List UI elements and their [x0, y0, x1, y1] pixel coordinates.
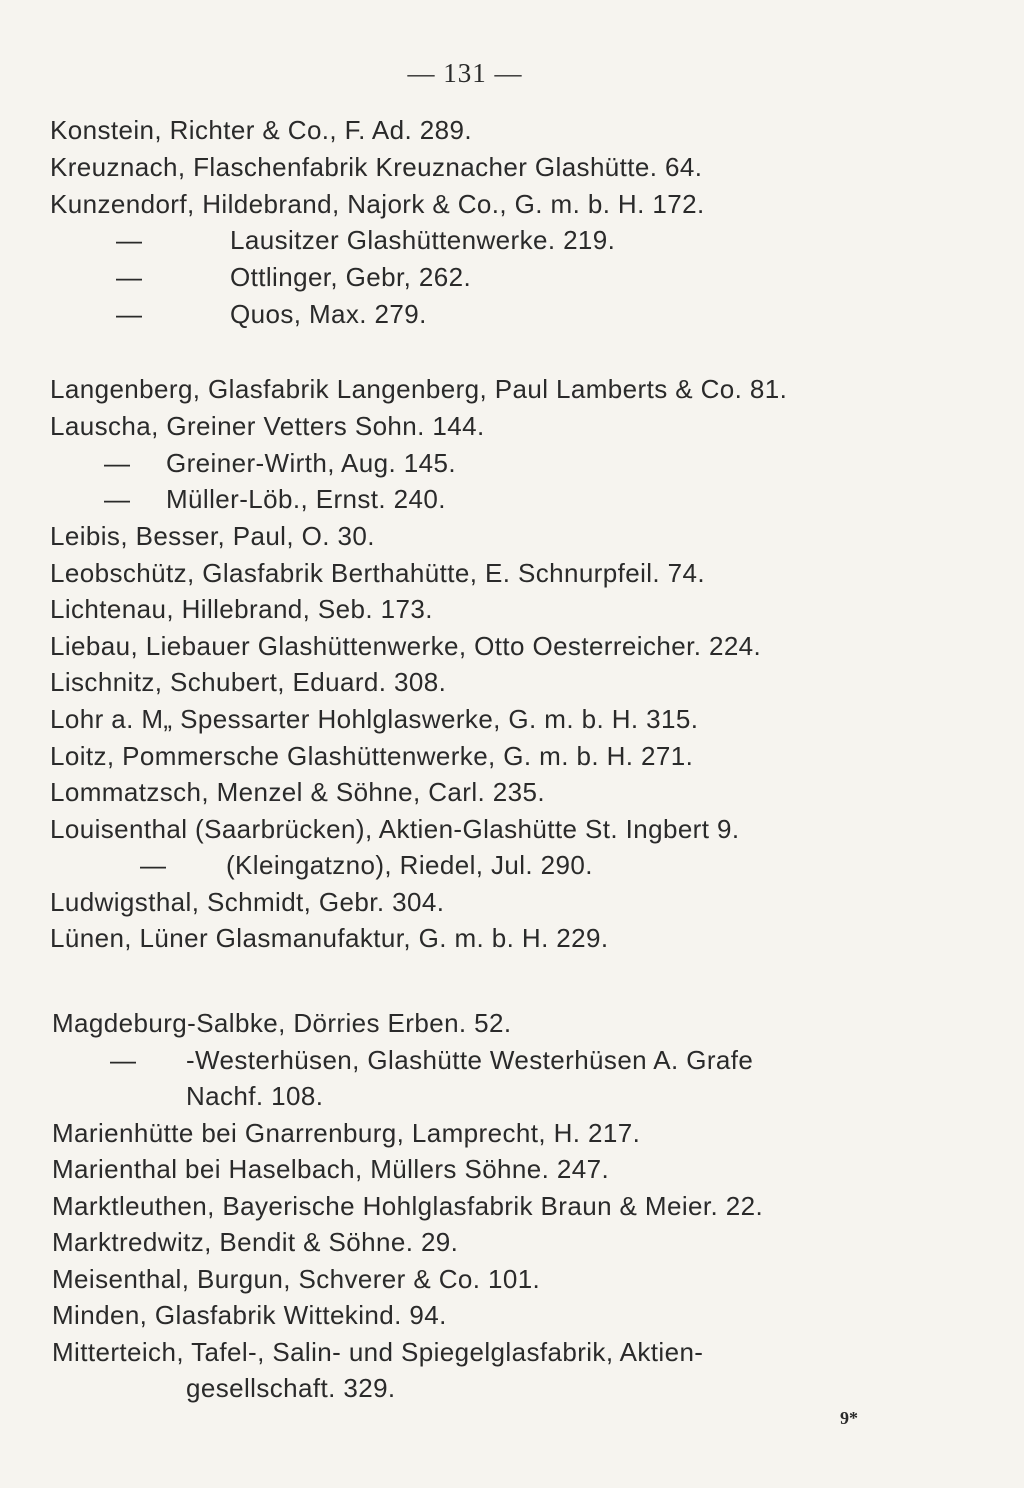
index-entry: Kreuznach, Flaschenfabrik Kreuznacher Glashütte. 64.: [50, 152, 703, 182]
ditto-dash: —: [110, 1045, 136, 1075]
index-entry: Lauscha, Greiner Vetters Sohn. 144.: [50, 411, 485, 441]
index-entry: Ludwigsthal, Schmidt, Gebr. 304.: [50, 887, 445, 917]
index-entry: Lischnitz, Schubert, Eduard. 308.: [50, 667, 447, 697]
ditto-dash: —: [116, 225, 142, 255]
ditto-dash: —: [140, 850, 166, 880]
index-entry: -Westerhüsen, Glashütte Westerhüsen A. Grafe: [186, 1045, 754, 1075]
index-entry-continuation: Nachf. 108.: [186, 1081, 324, 1111]
index-entry: Lommatzsch, Menzel & Söhne, Carl. 235.: [50, 777, 545, 807]
index-entry: Magdeburg-Salbke, Dörries Erben. 52.: [52, 1008, 512, 1038]
index-entry: Leibis, Besser, Paul, O. 30.: [50, 521, 375, 551]
page-number: — 131 —: [407, 58, 523, 88]
ditto-dash: —: [116, 299, 142, 329]
index-entry: Liebau, Liebauer Glashüttenwerke, Otto Oesterreicher. 224.: [50, 631, 762, 661]
index-entry: Leobschütz, Glasfabrik Berthahütte, E. Schnurpfeil. 74.: [50, 558, 706, 588]
index-entry: Langenberg, Glasfabrik Langenberg, Paul Lamberts & Co. 81.: [50, 374, 788, 404]
ditto-dash: —: [104, 448, 130, 478]
index-entry: Konstein, Richter & Co., F. Ad. 289.: [50, 115, 472, 145]
index-entry: Müller-Löb., Ernst. 240.: [166, 484, 446, 514]
index-entry-continuation: gesellschaft. 329.: [186, 1373, 396, 1403]
ditto-dash: —: [116, 262, 142, 292]
index-entry: Minden, Glasfabrik Wittekind. 94.: [52, 1300, 447, 1330]
index-entry: Loitz, Pommersche Glashüttenwerke, G. m. b. H. 271.: [50, 741, 694, 771]
index-entry: Louisenthal (Saarbrücken), Aktien-Glashütte St. Ingbert 9.: [50, 814, 740, 844]
ditto-dash: —: [104, 484, 130, 514]
index-entry: Lohr a. M„ Spessarter Hohlglaswerke, G. m. b. H. 315.: [50, 704, 699, 734]
index-entry: Lichtenau, Hillebrand, Seb. 173.: [50, 594, 433, 624]
index-entry: Marienthal bei Haselbach, Müllers Söhne. 247.: [52, 1154, 610, 1184]
index-entry: Quos, Max. 279.: [230, 299, 427, 329]
index-entry: Marienhütte bei Gnarrenburg, Lamprecht, H. 217.: [52, 1118, 641, 1148]
index-entry: Marktleuthen, Bayerische Hohlglasfabrik Braun & Meier. 22.: [52, 1191, 764, 1221]
index-entry: Lünen, Lüner Glasmanufaktur, G. m. b. H. 229.: [50, 923, 609, 953]
index-entry: (Kleingatzno), Riedel, Jul. 290.: [226, 850, 593, 880]
index-entry: Marktredwitz, Bendit & Söhne. 29.: [52, 1227, 459, 1257]
signature-mark: 9*: [840, 1408, 858, 1428]
index-entry: Ottlinger, Gebr, 262.: [230, 262, 472, 292]
index-entry: Greiner-Wirth, Aug. 145.: [166, 448, 456, 478]
index-entry: Kunzendorf, Hildebrand, Najork & Co., G. m. b. H. 172.: [50, 189, 705, 219]
index-entry: Lausitzer Glashüttenwerke. 219.: [230, 225, 616, 255]
index-entry: Meisenthal, Burgun, Schverer & Co. 101.: [52, 1264, 541, 1294]
index-entry: Mitterteich, Tafel-, Salin- und Spiegelglasfabrik, Aktien-: [52, 1337, 704, 1367]
